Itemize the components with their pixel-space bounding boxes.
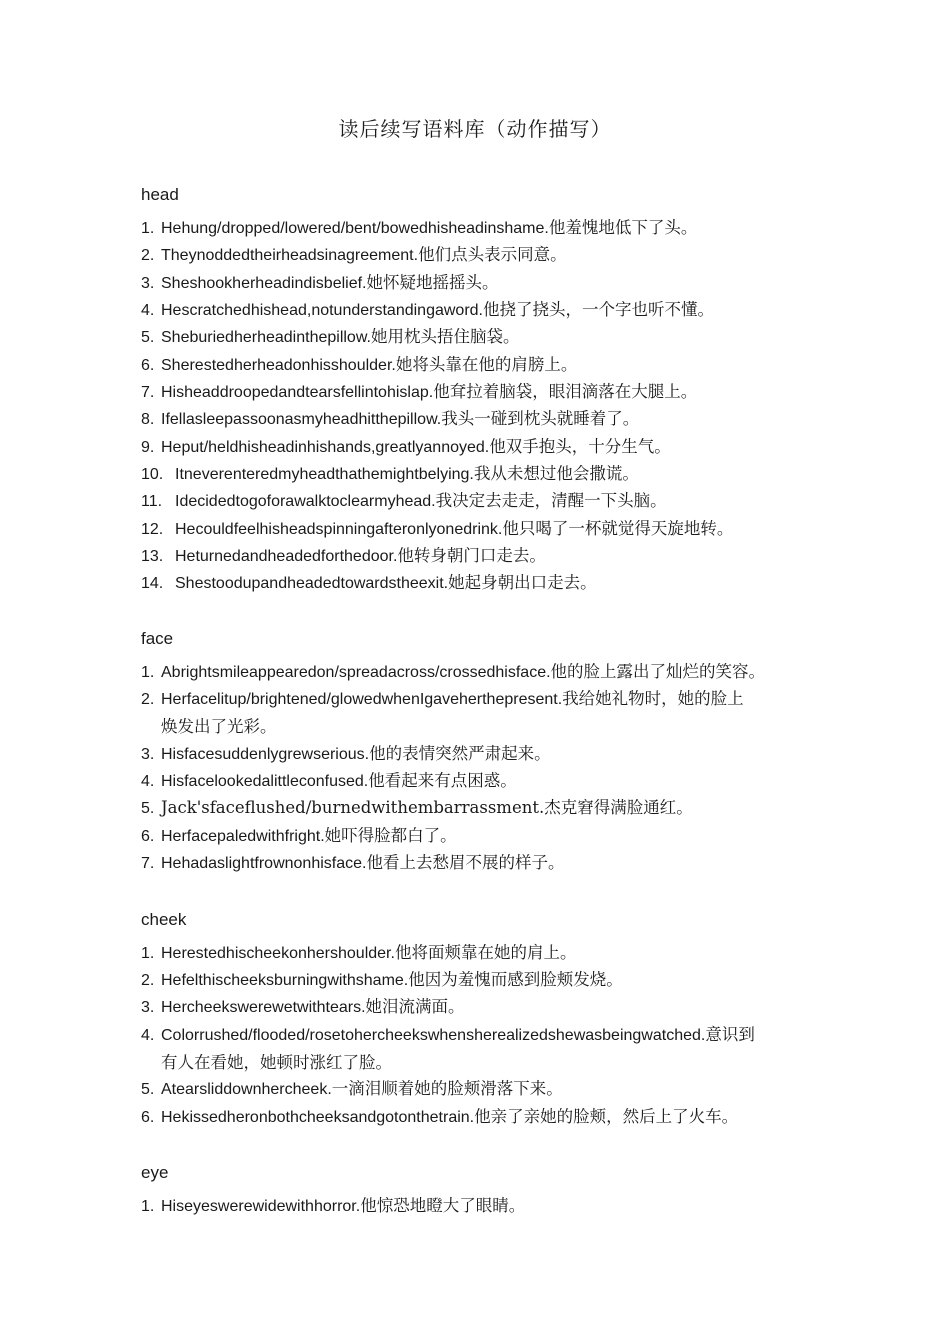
list-item: 2. Hefelthischeeksburningwithshame.他因为羞愧而感到脸颊发烧。 <box>141 970 623 989</box>
list-item: 13. Heturnedandheadedforthedoor.他转身朝门口走去。 <box>141 546 546 565</box>
list-item: 12. Hecouldfeelhisheadspinningafteronlyonedrink.他只喝了一杯就觉得天旋地转。 <box>141 519 734 538</box>
list-item: 2. Herfacelitup/brightened/glowedwhenIgaveherthepresent.我给她礼物时，她的脸上 焕发出了光彩。 <box>141 685 821 740</box>
list-item: 3. Sheshookherheadindisbelief.她怀疑地摇摇头。 <box>141 273 499 292</box>
list-item: 4. Hisfacelookedalittleconfused.他看起来有点困惑。 <box>141 771 517 790</box>
list-item: 3. Hercheekswerewetwithtears.她泪流满面。 <box>141 997 465 1016</box>
list-item: 5. Jack'sfaceflushed/burnedwithembarrassment.杰克窘得满脸通红。 <box>141 798 693 817</box>
page-title: 读后续写语料库（动作描写） <box>338 117 612 141</box>
section-heading-head: head <box>141 185 179 204</box>
list-item-continuation: 有人在看她，她顿时涨红了脸。 <box>161 1053 392 1072</box>
list-item: 6. Hekissedheronbothcheeksandgotonthetrain.他亲了亲她的脸颊，然后上了火车。 <box>141 1107 739 1126</box>
list-item: 5. Atearsliddownhercheek.一滴泪顺着她的脸颊滑落下来。 <box>141 1079 563 1098</box>
list-item: 11. Idecidedtogoforawalktoclearmyhead.我决定去走走，清醒一下头脑。 <box>141 491 667 510</box>
list-item: 1. Hehung/dropped/lowered/bent/bowedhisheadinshame.他羞愧地低下了头。 <box>141 218 698 237</box>
section-heading-face: face <box>141 629 174 648</box>
list-item: 9. Heput/heldhisheadinhishands,greatlyannoyed.他双手抱头，十分生气。 <box>141 437 671 456</box>
list-item: 4. Colorrushed/flooded/rosetohercheekswhensherealizedshewasbeingwatched.意识到 有人在看她，她顿时涨红了脸。 <box>141 1021 821 1076</box>
list-item: 10. Itneverenteredmyheadthathemightbelying.我从未想过他会撒谎。 <box>141 464 639 483</box>
list-item: 14. Shestoodupandheadedtowardstheexit.她起身朝出口走去。 <box>141 573 597 592</box>
list-item: 8. Ifellasleepassoonasmyheadhitthepillow.我头一碰到枕头就睡着了。 <box>141 409 640 428</box>
section-heading-cheek: cheek <box>141 910 187 929</box>
list-item: 1. Hiseyeswerewidewithhorror.他惊恐地瞪大了眼睛。 <box>141 1196 526 1215</box>
list-item: 1. Herestedhischeekonhershoulder.他将面颊靠在她的肩上。 <box>141 943 577 962</box>
list-item: 4. Hescratchedhishead,notunderstandingaword.他挠了挠头，一个字也听不懂。 <box>141 300 714 319</box>
list-item: 6. Sherestedherheadonhisshoulder.她将头靠在他的肩膀上。 <box>141 355 578 374</box>
list-item: 5. Sheburiedherheadinthepillow.她用枕头捂住脑袋。 <box>141 327 520 346</box>
list-item: 6. Herfacepaledwithfright.她吓得脸都白了。 <box>141 826 457 845</box>
section-heading-eye: eye <box>141 1163 169 1182</box>
list-item-continuation: 焕发出了光彩。 <box>161 717 277 736</box>
list-item: 7. Hehadaslightfrownonhisface.他看上去愁眉不展的样子。 <box>141 853 565 872</box>
list-item: 2. Theynoddedtheirheadsinagreement.他们点头表示同意。 <box>141 245 567 264</box>
list-item: 1. Abrightsmileappearedon/spreadacross/crossedhisface.他的脸上露出了灿烂的笑容。 <box>141 662 766 681</box>
list-item: 7. Hisheaddroopedandtearsfellintohislap.他耷拉着脑袋，眼泪滴落在大腿上。 <box>141 382 698 401</box>
list-item: 3. Hisfacesuddenlygrewserious.他的表情突然严肃起来。 <box>141 744 551 763</box>
